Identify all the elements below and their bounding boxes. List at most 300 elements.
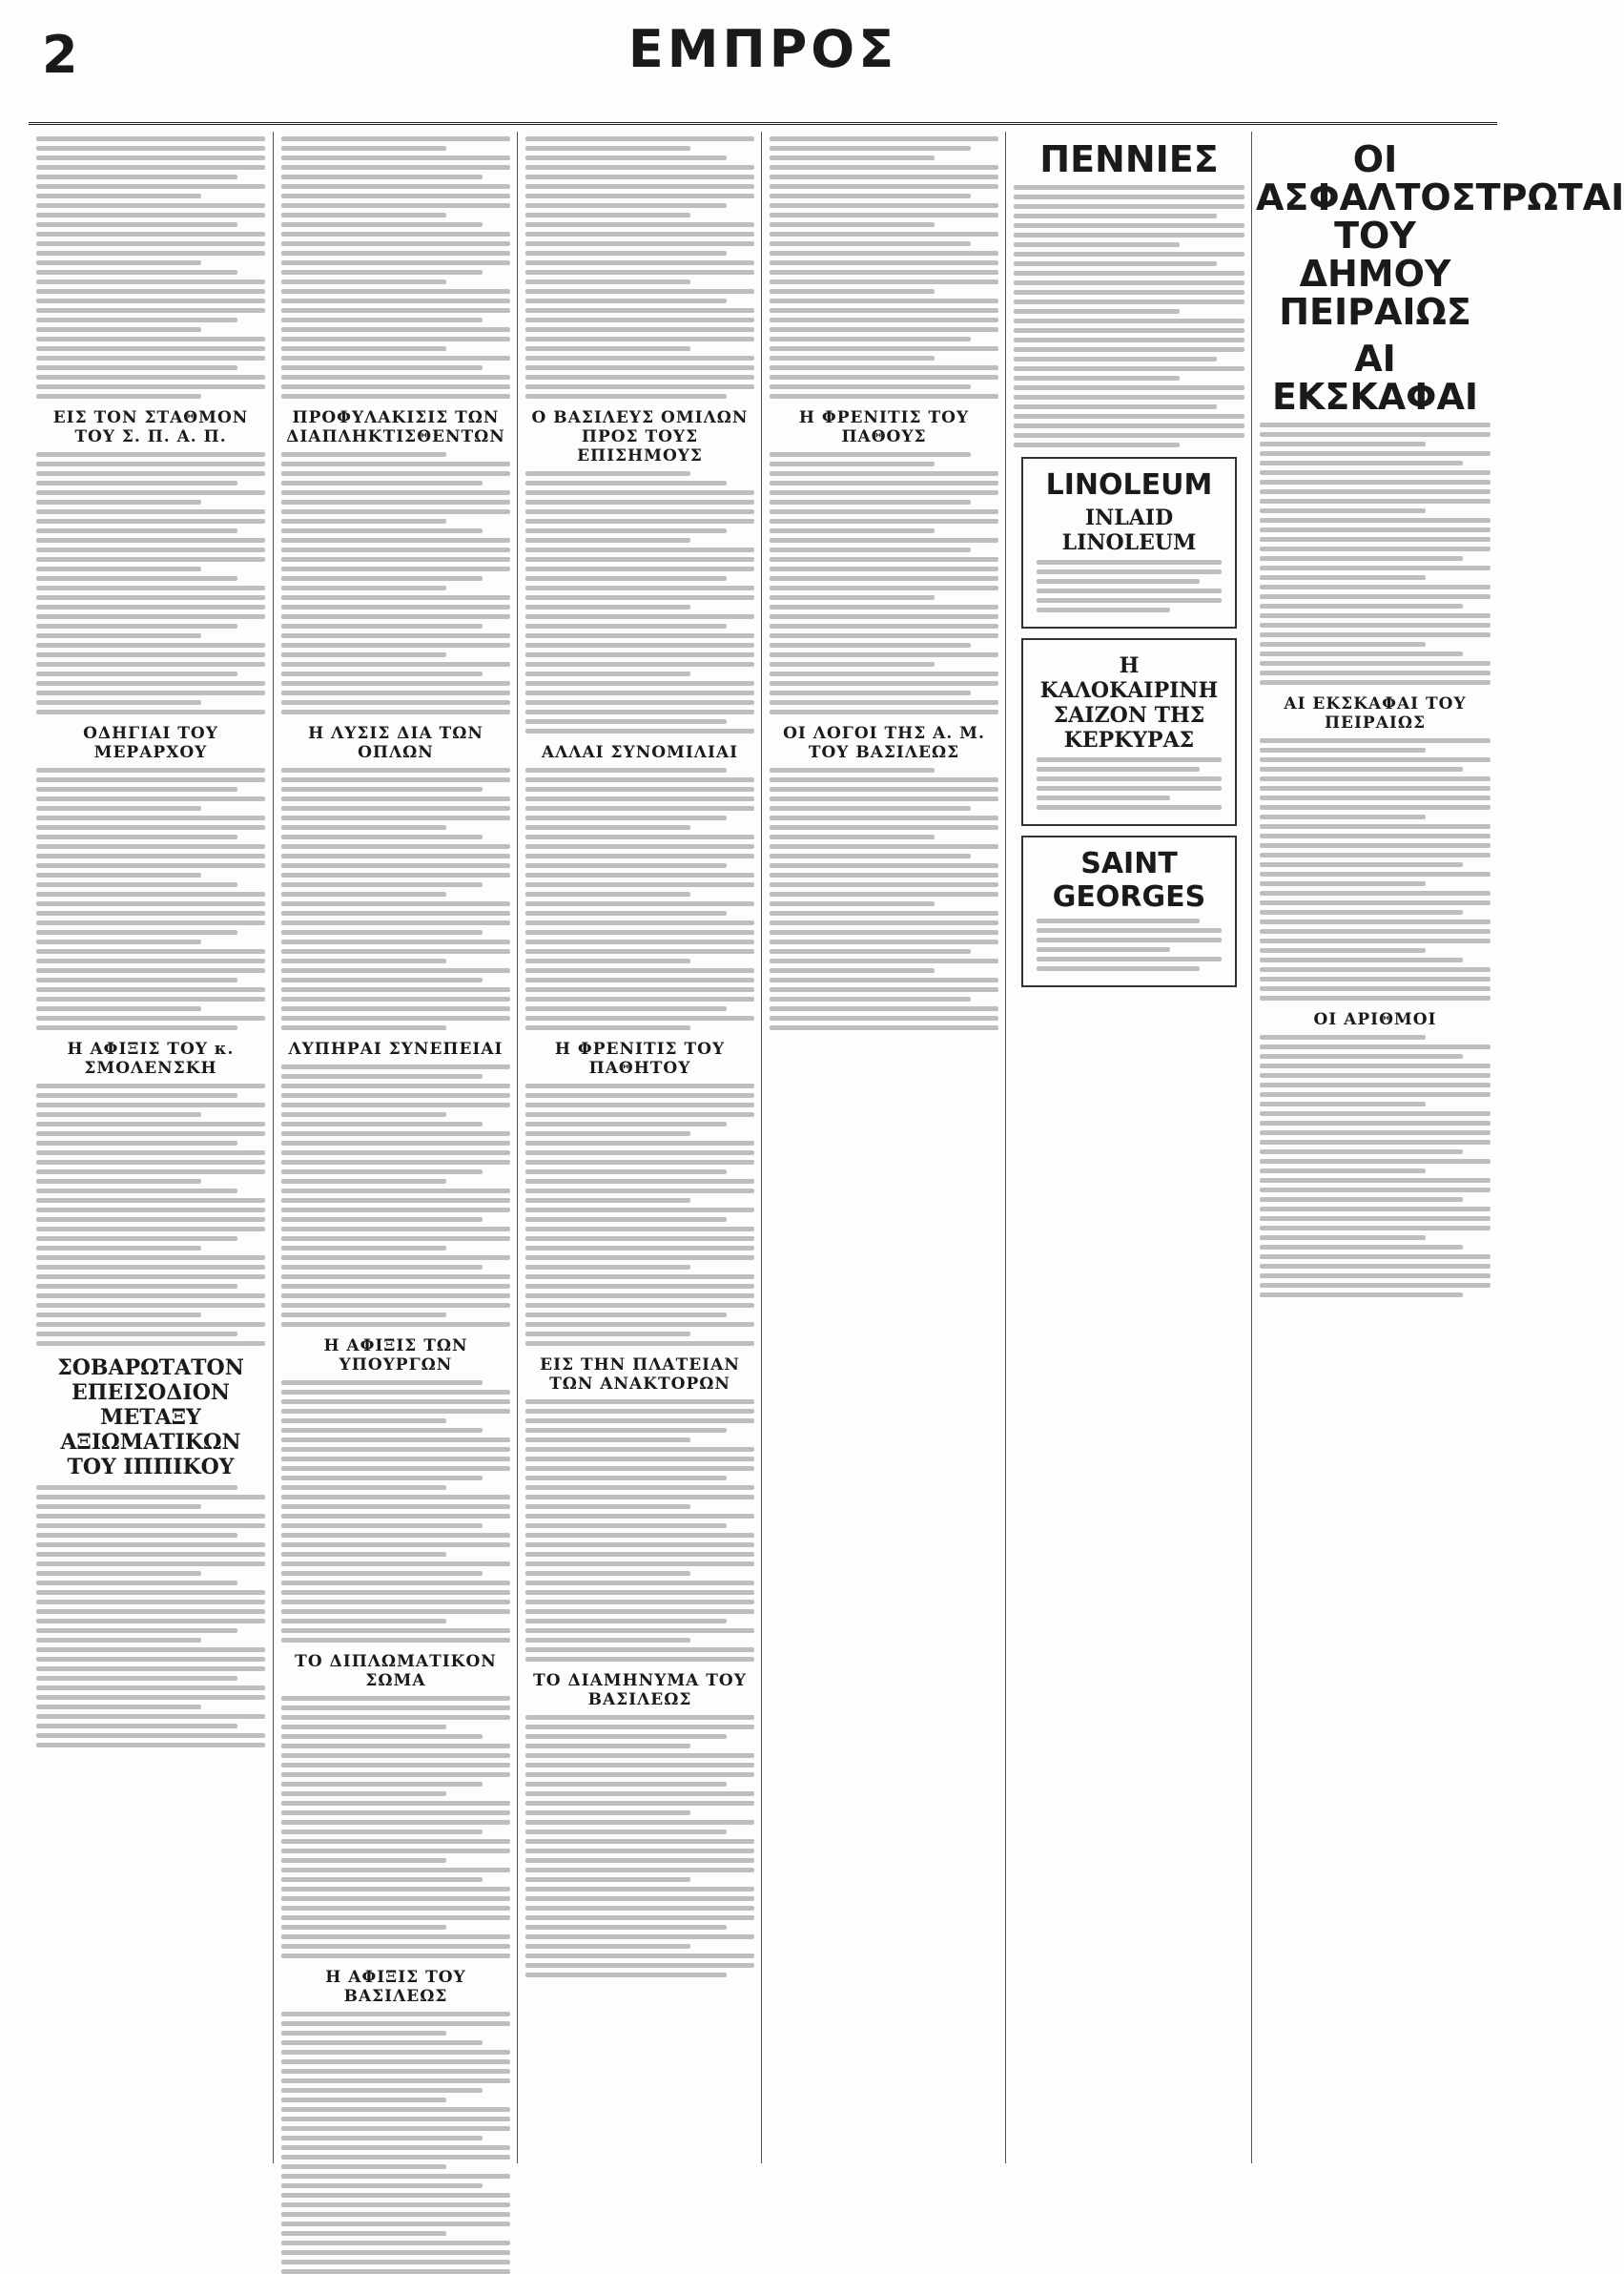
text-line [525, 854, 754, 858]
text-line [525, 605, 690, 610]
text-line [1014, 233, 1244, 238]
text-line [281, 1858, 446, 1863]
text-line [36, 624, 237, 629]
text-line [281, 1887, 510, 1892]
text-line [281, 1810, 510, 1815]
text-line [36, 394, 201, 399]
text-line [36, 586, 265, 590]
text-line [525, 394, 727, 399]
text-block [525, 768, 754, 1030]
text-line [1037, 560, 1222, 565]
text-line [281, 1169, 483, 1174]
text-line [770, 203, 998, 208]
article-heading: ΟΙ ΛΟΓΟΙ ΤΗΣ Α. Μ. ΤΟΥ ΒΑΣΙΛΕΩΣ [783, 724, 985, 762]
text-line [525, 270, 754, 275]
text-line [281, 2212, 510, 2217]
text-line [525, 481, 727, 486]
text-line [1260, 1226, 1490, 1230]
text-block [525, 471, 754, 734]
column-4 [761, 132, 1006, 2163]
text-line [36, 1733, 265, 1738]
text-line [525, 548, 754, 552]
text-line [36, 1293, 265, 1298]
text-line [1260, 1092, 1490, 1097]
page-number: 2 [42, 25, 78, 85]
text-line [281, 835, 483, 839]
text-line [525, 175, 754, 179]
text-line [281, 1399, 510, 1404]
text-line [770, 222, 935, 227]
text-line [525, 691, 754, 695]
text-line [525, 1284, 754, 1289]
text-line [525, 1476, 727, 1480]
text-line [36, 691, 265, 695]
text-line [281, 2222, 510, 2226]
text-line [525, 1925, 727, 1930]
text-line [281, 672, 483, 676]
text-line [36, 768, 265, 773]
text-line [525, 194, 754, 198]
text-line [281, 337, 510, 341]
text-line [525, 825, 690, 830]
text-line [525, 1877, 690, 1882]
text-line [770, 346, 998, 351]
text-line [1260, 767, 1463, 772]
text-line [36, 968, 265, 973]
text-line [36, 787, 237, 792]
masthead [29, 17, 1497, 125]
text-line [36, 1332, 237, 1336]
text-line [281, 1313, 446, 1317]
text-line [281, 1476, 483, 1480]
text-line [281, 1600, 510, 1604]
text-line [525, 1236, 754, 1241]
text-line [36, 1122, 265, 1127]
text-line [525, 327, 754, 332]
text-line [36, 1495, 265, 1499]
text-line [525, 1169, 727, 1174]
text-line [281, 1944, 510, 1949]
advertisement [1021, 638, 1237, 826]
text-line [281, 1246, 446, 1251]
text-line [525, 155, 727, 160]
text-line [1260, 853, 1490, 858]
text-line [1037, 805, 1222, 810]
text-line [1260, 881, 1426, 886]
text-line [525, 1763, 754, 1768]
text-line [281, 279, 446, 284]
text-line [36, 576, 237, 581]
text-line [525, 816, 727, 820]
text-line [525, 1571, 690, 1576]
text-line [36, 1093, 237, 1098]
text-line [36, 1208, 265, 1212]
article-heading: Η ΦΡΕΝΙΤΙΣ ΤΟΥ ΠΑΘΗΤΟΥ [554, 1040, 726, 1078]
text-line [1260, 805, 1490, 810]
text-line [281, 1590, 510, 1595]
text-line [281, 1571, 483, 1576]
text-line [36, 1638, 201, 1643]
text-line [281, 844, 510, 849]
text-line [36, 462, 265, 466]
text-line [36, 1533, 237, 1538]
text-line [281, 1093, 510, 1098]
text-line [36, 1619, 265, 1623]
text-line [525, 279, 690, 284]
text-line [1037, 776, 1222, 781]
text-line [281, 519, 446, 524]
text-block [281, 2012, 510, 2274]
text-line [281, 1466, 510, 1471]
text-line [1260, 958, 1463, 962]
text-line [281, 940, 510, 944]
text-line [1014, 319, 1244, 323]
text-line [525, 1103, 754, 1107]
text-line [1260, 1121, 1490, 1126]
text-line [1014, 404, 1217, 409]
text-line [1260, 442, 1426, 446]
text-line [36, 375, 265, 380]
text-line [281, 1189, 510, 1193]
text-line [525, 1934, 754, 1939]
text-line [281, 452, 446, 457]
text-block [36, 452, 265, 714]
text-line [1037, 757, 1222, 762]
text-line [36, 509, 265, 514]
text-line [525, 1963, 754, 1968]
text-line [770, 892, 998, 897]
text-line [1260, 1178, 1490, 1183]
text-line [281, 318, 483, 322]
text-line [281, 863, 510, 868]
text-line [770, 308, 998, 313]
text-line [281, 2164, 446, 2169]
text-line [36, 279, 265, 284]
text-line [281, 1791, 446, 1796]
text-line [525, 1093, 754, 1098]
text-line [281, 2098, 446, 2102]
text-line [281, 548, 510, 552]
text-line [36, 1647, 265, 1652]
text-line [281, 346, 446, 351]
text-line [281, 365, 483, 370]
text-line [525, 1274, 754, 1279]
text-line [36, 1169, 265, 1174]
text-block [525, 1084, 754, 1346]
text-line [525, 777, 754, 782]
text-block [770, 452, 998, 714]
text-line [281, 2021, 510, 2026]
text-line [525, 1495, 754, 1499]
text-block [1260, 738, 1490, 1001]
text-line [1014, 443, 1180, 447]
text-line [525, 1504, 690, 1509]
text-line [1260, 1064, 1490, 1068]
text-line [281, 2241, 510, 2245]
text-line [770, 662, 935, 667]
text-line [1037, 796, 1170, 800]
text-line [281, 1915, 510, 1920]
text-line [525, 1313, 727, 1317]
text-line [281, 270, 483, 275]
text-line [1260, 604, 1463, 609]
text-line [525, 1801, 754, 1806]
text-line [1260, 651, 1463, 656]
text-line [525, 787, 754, 792]
text-line [525, 1208, 754, 1212]
text-line [770, 462, 935, 466]
text-line [1037, 966, 1200, 971]
text-line [281, 500, 510, 505]
text-line [525, 356, 754, 361]
text-line [36, 1628, 237, 1633]
text-line [281, 777, 510, 782]
text-line [281, 1217, 483, 1222]
text-line [525, 1198, 690, 1203]
text-line [281, 289, 510, 294]
text-line [36, 681, 265, 686]
text-line [281, 2174, 510, 2179]
text-line [1260, 1073, 1490, 1078]
text-line [281, 700, 510, 705]
text-line [770, 911, 998, 916]
text-line [281, 1457, 510, 1461]
text-line [525, 1887, 754, 1892]
text-line [525, 1016, 754, 1021]
text-line [281, 462, 510, 466]
text-line [525, 1131, 690, 1136]
text-line [281, 681, 510, 686]
text-line [525, 1025, 690, 1030]
text-line [36, 997, 265, 1002]
text-line [281, 2040, 483, 2045]
text-line [281, 1255, 510, 1260]
article-heading: ΟΙ ΑΡΙΘΜΟΙ [1313, 1010, 1437, 1030]
text-line [525, 796, 754, 801]
text-line [1014, 185, 1244, 190]
text-line [770, 481, 998, 486]
text-line [525, 1523, 727, 1528]
ad-text [1037, 919, 1222, 971]
text-line [525, 1657, 754, 1662]
text-line [281, 1782, 483, 1787]
text-line [525, 146, 690, 151]
text-line [36, 346, 265, 351]
text-line [525, 500, 754, 505]
text-line [36, 557, 265, 562]
text-line [281, 643, 510, 648]
text-line [281, 1122, 483, 1127]
text-line [770, 949, 971, 954]
text-line [36, 1341, 265, 1346]
text-line [770, 605, 998, 610]
text-block [281, 1696, 510, 1958]
text-line [36, 1666, 265, 1671]
article-heading: ΟΙ ΑΣΦΑΛΤΟΣΤΡΩΤΑΙ ΤΟΥ ΔΗΜΟΥ ΠΕΙΡΑΙΩΣ [1256, 138, 1624, 333]
text-line [281, 2260, 510, 2264]
text-line [525, 1322, 754, 1327]
text-line [525, 538, 690, 543]
text-line [770, 1006, 998, 1011]
text-line [281, 873, 510, 878]
text-line [1260, 1216, 1490, 1221]
text-line [281, 1485, 446, 1490]
text-line [525, 911, 727, 916]
text-line [36, 327, 201, 332]
text-line [1037, 589, 1222, 593]
text-line [770, 155, 935, 160]
text-line [281, 184, 510, 189]
advertisement [1021, 836, 1237, 987]
column-6 [1251, 132, 1624, 2163]
text-line [770, 652, 998, 657]
text-line [525, 1552, 754, 1557]
text-line [1014, 271, 1244, 276]
text-line [1014, 242, 1180, 247]
text-line [36, 863, 265, 868]
text-line [1260, 1197, 1463, 1202]
text-line [1260, 757, 1490, 762]
ad-title: Η ΚΑΛΟΚΑΙΡΙΝΗ ΣΑΙΖΟΝ ΤΗΣ ΚΕΡΚΥΡΑΣ [1039, 652, 1219, 753]
text-line [281, 538, 510, 543]
text-line [525, 863, 727, 868]
text-line [1260, 489, 1490, 494]
text-line [525, 633, 754, 638]
text-line [1014, 280, 1244, 285]
text-line [1260, 632, 1490, 637]
text-line [36, 1609, 265, 1614]
text-line [525, 1609, 754, 1614]
text-line [525, 997, 754, 1002]
text-line [525, 1255, 754, 1260]
text-line [1014, 300, 1244, 304]
text-line [770, 586, 998, 590]
text-line [525, 1084, 754, 1088]
text-line [281, 806, 510, 811]
text-line [281, 2126, 510, 2131]
text-line [281, 997, 510, 1002]
text-line [1014, 204, 1244, 209]
text-line [770, 567, 998, 571]
article-heading: Η ΑΦΙΞΙΣ ΤΟΥ ΒΑΣΙΛΕΩΣ [325, 1968, 466, 2006]
text-line [1260, 527, 1490, 532]
text-line [281, 1954, 510, 1958]
text-line [1260, 1044, 1490, 1049]
text-line [281, 920, 510, 925]
text-line [525, 652, 754, 657]
text-line [525, 1141, 754, 1146]
text-line [525, 213, 690, 217]
text-line [1014, 252, 1244, 257]
text-line [281, 1839, 510, 1844]
text-line [281, 2202, 510, 2207]
text-line [36, 1141, 237, 1146]
text-line [36, 949, 265, 954]
text-line [281, 241, 510, 246]
text-line [36, 796, 265, 801]
text-block [1260, 1035, 1490, 1297]
text-line [1260, 786, 1490, 791]
text-line [36, 1150, 265, 1155]
text-line [281, 1208, 510, 1212]
text-line [525, 1428, 727, 1433]
text-line [36, 1160, 265, 1165]
text-line [525, 1600, 754, 1604]
text-line [36, 825, 265, 830]
text-line [281, 490, 510, 495]
text-line [36, 184, 265, 189]
text-line [1260, 929, 1490, 934]
text-line [1260, 566, 1490, 570]
text-block [1014, 185, 1244, 447]
text-line [770, 289, 935, 294]
text-line [1260, 872, 1490, 877]
text-line [525, 719, 727, 724]
text-line [525, 1725, 754, 1729]
text-line [36, 1590, 265, 1595]
text-line [281, 1141, 510, 1146]
text-line [1260, 1168, 1426, 1173]
text-line [36, 662, 265, 667]
text-line [281, 1581, 510, 1585]
text-line [281, 1896, 510, 1901]
text-line [525, 1782, 727, 1787]
text-line [770, 978, 998, 982]
ad-subtitle: INLAID LINOLEUM [1061, 505, 1197, 555]
text-line [281, 2269, 510, 2274]
text-line [525, 1399, 754, 1404]
text-block [281, 1065, 510, 1327]
ad-title: LINOLEUM [1045, 467, 1213, 502]
article-heading: ΑΙ ΕΚΣΚΑΦΑΙ ΤΟΥ ΠΕΙΡΑΙΩΣ [1284, 694, 1467, 734]
text-line [281, 1112, 446, 1117]
text-line [281, 930, 483, 935]
text-line [281, 595, 510, 600]
text-line [36, 528, 237, 533]
text-line [281, 471, 510, 476]
text-line [525, 576, 727, 581]
text-line [1260, 815, 1426, 819]
text-line [1260, 891, 1490, 896]
text-line [525, 1418, 754, 1423]
text-line [525, 835, 754, 839]
text-line [770, 318, 998, 322]
text-line [1037, 919, 1200, 923]
text-line [281, 691, 510, 695]
text-line [36, 452, 265, 457]
text-line [36, 1189, 237, 1193]
text-line [36, 155, 265, 160]
text-line [525, 700, 754, 705]
text-line [525, 1485, 754, 1490]
text-line [1260, 1292, 1463, 1297]
text-line [281, 567, 510, 571]
text-line [281, 652, 446, 657]
text-line [281, 2069, 510, 2074]
text-line [281, 1274, 510, 1279]
text-line [281, 327, 510, 332]
text-block [1260, 423, 1490, 685]
text-block [36, 136, 265, 399]
text-line [525, 1915, 754, 1920]
text-line [36, 1523, 265, 1528]
text-block [36, 1084, 265, 1346]
text-line [525, 987, 754, 992]
article-heading: ΤΟ ΔΙΠΛΩΜΑΤΙΚΟΝ ΣΩΜΑ [295, 1652, 497, 1690]
text-line [36, 1284, 237, 1289]
text-line [281, 987, 510, 992]
text-line [281, 356, 510, 361]
